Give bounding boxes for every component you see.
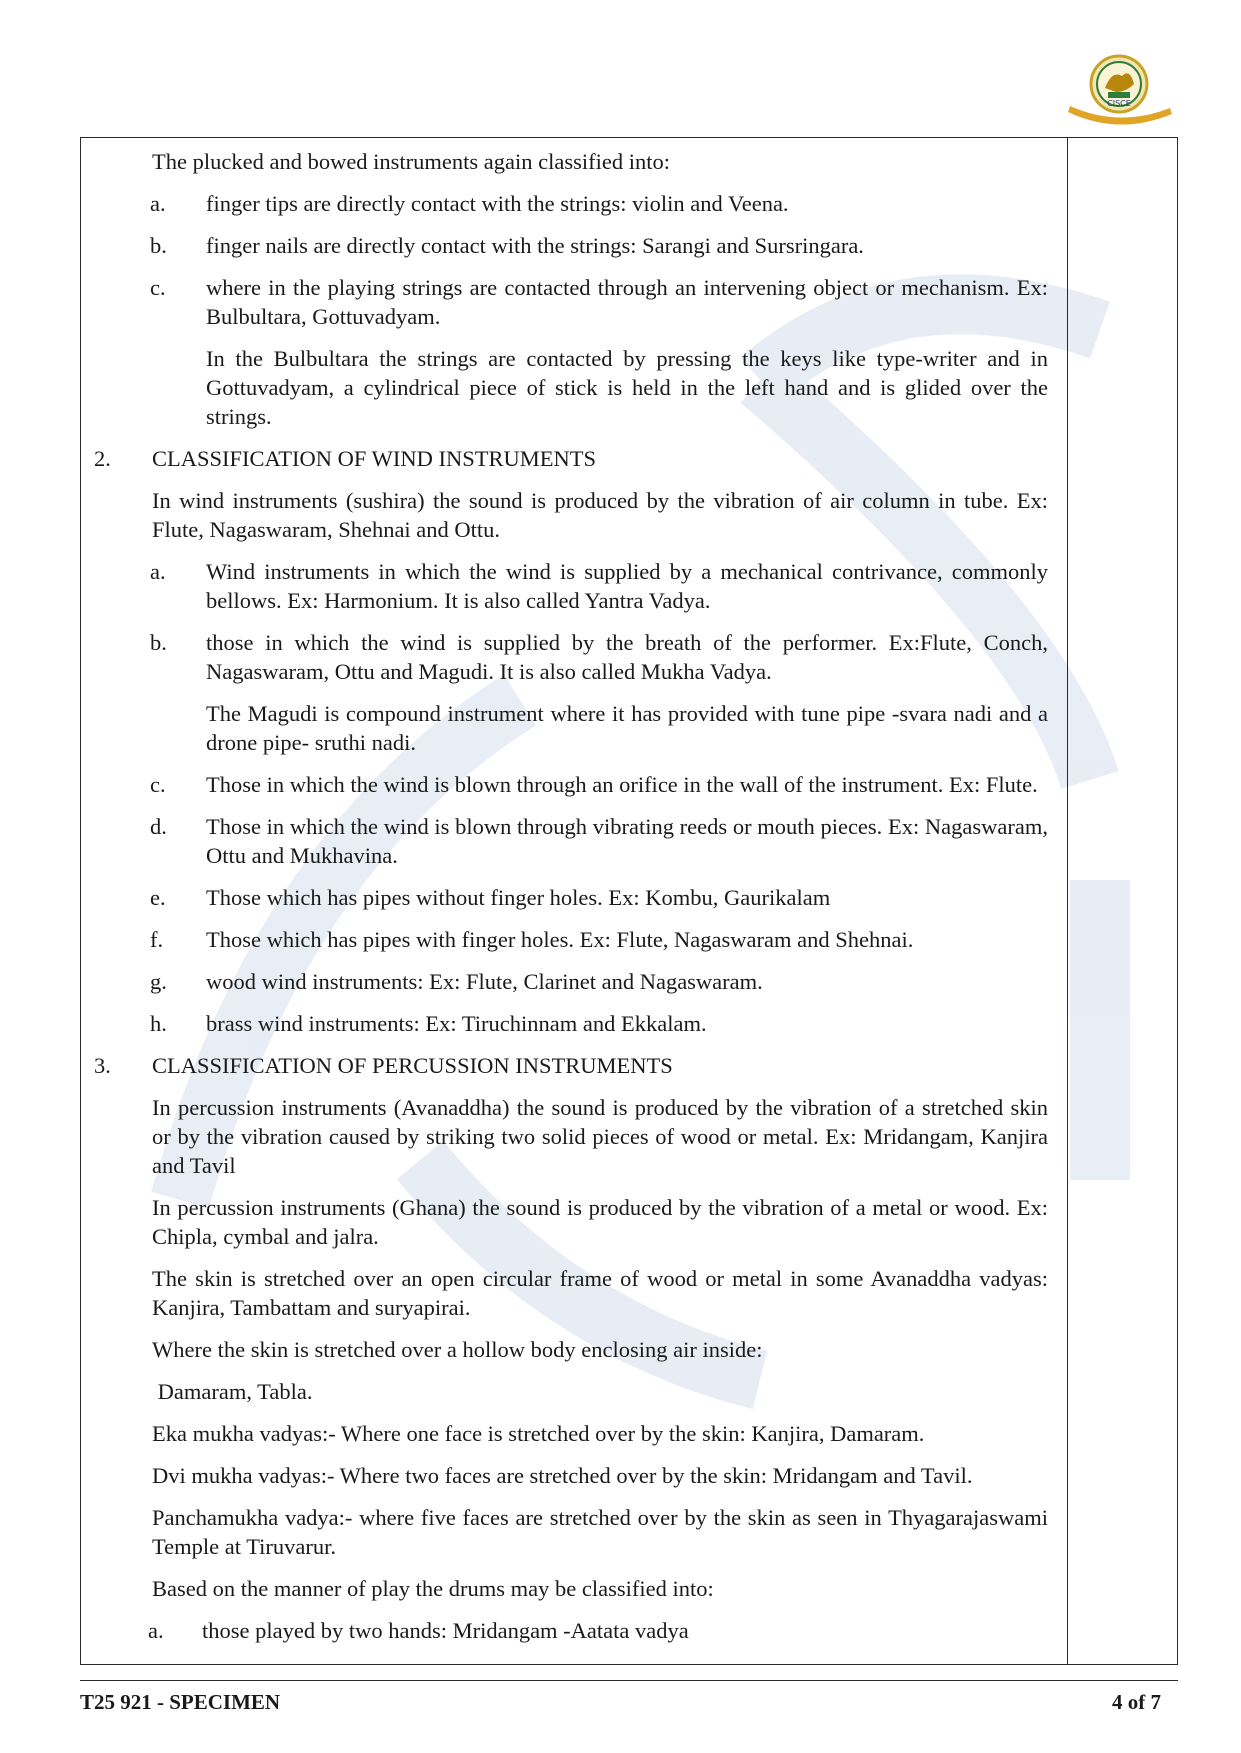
intro-paragraph: [80, 147, 1066, 176]
marks-column-divider: [1067, 138, 1068, 1664]
list-item: c. Those in which the wind is blown through an orifice in the wall of the instrument. Ex: Flute.: [150, 772, 1038, 797]
list-item: f. Those which has pipes with finger holes. Ex: Flute, Nagaswaram and Shehnai.: [150, 927, 914, 952]
percussion-paragraph: Dvi mukha vadyas:- Where two faces are stretched over by the skin: Mridangam and Tavil.: [152, 1463, 973, 1488]
percussion-paragraph: Eka mukha vadyas:- Where one face is stretched over by the skin: Kanjira, Damaram.: [152, 1421, 925, 1446]
footer-rule: [80, 1680, 1178, 1681]
list-item: b. finger nails are directly contact with the strings: Sarangi and Sursringara.: [150, 233, 864, 258]
section-heading-percussion: 3. CLASSIFICATION OF PERCUSSION INSTRUMENTS: [94, 1053, 673, 1078]
percussion-paragraph: In percussion instruments (Avanaddha) the sound is produced by the vibration of a stretched skin or by the vibration caused by striking two solid pieces of wood or metal. Ex: Mridangam, Kanjira and Tavil: [152, 1095, 1048, 1178]
percussion-paragraph: The skin is stretched over an open circular frame of wood or metal in some Avanaddha vadyas: Kanjira, Tambattam and suryapirai.: [152, 1266, 1048, 1320]
section-heading-wind: 2. CLASSIFICATION OF WIND INSTRUMENTS: [94, 446, 596, 471]
percussion-paragraph: Based on the manner of play the drums may be classified into:: [152, 1576, 714, 1601]
plucked-note: In the Bulbultara the strings are contacted by pressing the keys like type-writer and in Gottuvadyam, a cylindrical piece of stick is held in the left hand and is glided over the strings.: [206, 346, 1048, 429]
wind-intro: In wind instruments (sushira) the sound is produced by the vibration of air column in tube. Ex: Flute, Nagaswaram, Shehnai and Ottu.: [152, 488, 1048, 542]
list-item: a. those played by two hands: Mridangam -Aatata vadya: [148, 1618, 689, 1643]
percussion-paragraph: Panchamukha vadya:- where five faces are stretched over by the skin as seen in Thyagarajaswami Temple at Tiruvarur.: [152, 1505, 1048, 1559]
list-item: d. Those in which the wind is blown through vibrating reeds or mouth pieces. Ex: Nagaswaram, Ottu and Mukhavina.: [150, 814, 1048, 868]
percussion-paragraph: Where the skin is stretched over a hollow body enclosing air inside:: [152, 1337, 763, 1362]
list-item: b. those in which the wind is supplied by the breath of the performer. Ex:Flute, Conch, Nagaswaram, Ottu and Magudi. It is also called Mukha Vadya.: [150, 630, 1048, 684]
paper-code: T25 921 - SPECIMEN: [80, 1690, 281, 1714]
page-number: 4 of 7: [1112, 1690, 1161, 1714]
logo-text: CISCE: [1107, 99, 1131, 108]
list-item: a. Wind instruments in which the wind is supplied by a mechanical contrivance, commonly bellows. Ex: Harmonium. It is also called Yantra Vadya.: [150, 559, 1048, 613]
intro-text: The plucked and bowed instruments again classified into:: [152, 149, 670, 174]
page-content: [80, 137, 1066, 1658]
list-item: e. Those which has pipes without finger holes. Ex: Kombu, Gaurikalam: [150, 885, 831, 910]
cisce-logo: [1060, 48, 1178, 128]
percussion-paragraph: In percussion instruments (Ghana) the sound is produced by the vibration of a metal or wood. Ex: Chipla, cymbal and jalra.: [152, 1195, 1048, 1249]
percussion-paragraph: Damaram, Tabla.: [152, 1379, 313, 1404]
list-item: The Magudi is compound instrument where it has provided with tune pipe -svara nadi and a drone pipe- sruthi nadi.: [206, 701, 1048, 755]
list-item: h. brass wind instruments: Ex: Tiruchinnam and Ekkalam.: [150, 1011, 707, 1036]
list-item: c. where in the playing strings are contacted through an intervening object or mechanism. Ex: Bulbultara, Gottuvadyam.: [150, 275, 1048, 329]
list-item: a. finger tips are directly contact with the strings: violin and Veena.: [150, 191, 789, 216]
list-item: g. wood wind instruments: Ex: Flute, Clarinet and Nagaswaram.: [150, 969, 763, 994]
